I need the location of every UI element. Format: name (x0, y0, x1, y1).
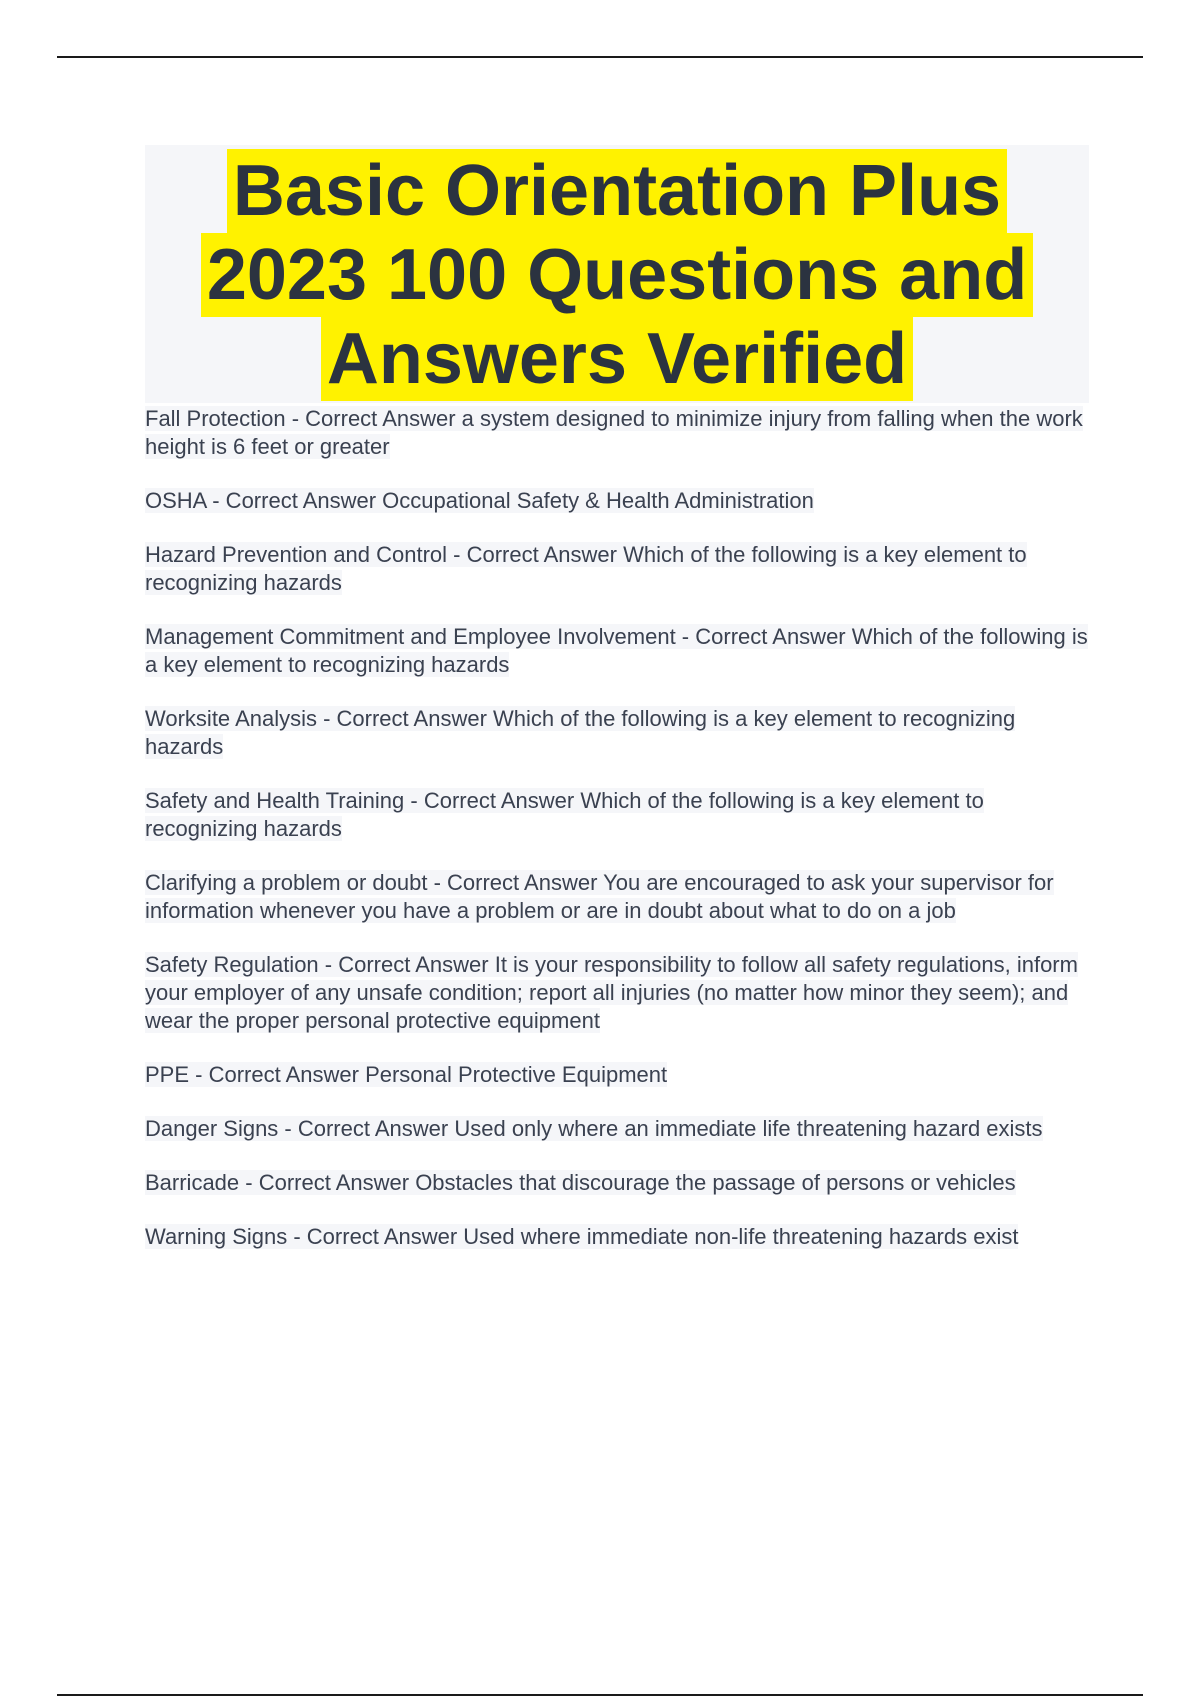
qa-item-clarifying-problem (145, 869, 1089, 925)
qa-text: Danger Signs - Correct Answer Used only where an immediate life threatening hazard exists (145, 1116, 1043, 1141)
qa-text: PPE - Correct Answer Personal Protective Equipment (145, 1062, 668, 1087)
qa-text: Clarifying a problem or doubt - Correct Answer You are encouraged to ask your supervisor for information whenever you have a problem or are in doubt about what to do on a job (145, 870, 1054, 923)
qa-list (145, 405, 1089, 1251)
qa-item-management-commitment (145, 623, 1089, 679)
document-page (145, 145, 1089, 1277)
qa-text: Worksite Analysis - Correct Answer Which of the following is a key element to recognizing hazards (145, 706, 1016, 759)
qa-item-warning-signs (145, 1223, 1089, 1251)
qa-text: Safety Regulation - Correct Answer It is your responsibility to follow all safety regulations, inform your employer of any unsafe condition; report all injuries (no matter how minor they seem); and wear the proper personal protective equipment (145, 952, 1078, 1033)
qa-text: Safety and Health Training - Correct Answer Which of the following is a key element to recognizing hazards (145, 788, 984, 841)
qa-item-danger-signs (145, 1115, 1089, 1143)
qa-item-barricade (145, 1169, 1089, 1197)
qa-text: Warning Signs - Correct Answer Used where immediate non-life threatening hazards exist (145, 1224, 1019, 1249)
title-line-2: 2023 100 Questions and (201, 233, 1033, 317)
qa-item-fall-protection (145, 405, 1089, 461)
qa-text: Barricade - Correct Answer Obstacles that discourage the passage of persons or vehicles (145, 1170, 1016, 1195)
qa-item-safety-regulation (145, 951, 1089, 1035)
qa-text: Fall Protection - Correct Answer a system designed to minimize injury from falling when the work height is 6 feet or greater (145, 406, 1083, 459)
top-divider (57, 56, 1143, 58)
document-title (145, 145, 1089, 403)
title-line-1: Basic Orientation Plus (227, 149, 1007, 233)
qa-text: OSHA - Correct Answer Occupational Safety & Health Administration (145, 488, 814, 513)
qa-item-safety-training (145, 787, 1089, 843)
qa-text: Hazard Prevention and Control - Correct Answer Which of the following is a key element to recognizing hazards (145, 542, 1027, 595)
qa-item-worksite-analysis (145, 705, 1089, 761)
qa-item-ppe (145, 1061, 1089, 1089)
qa-text: Management Commitment and Employee Involvement - Correct Answer Which of the following is a key element to recognizing hazards (145, 624, 1088, 677)
title-line-3: Answers Verified (321, 317, 913, 401)
qa-item-osha (145, 487, 1089, 515)
qa-item-hazard-prevention (145, 541, 1089, 597)
bottom-divider (57, 1694, 1143, 1696)
